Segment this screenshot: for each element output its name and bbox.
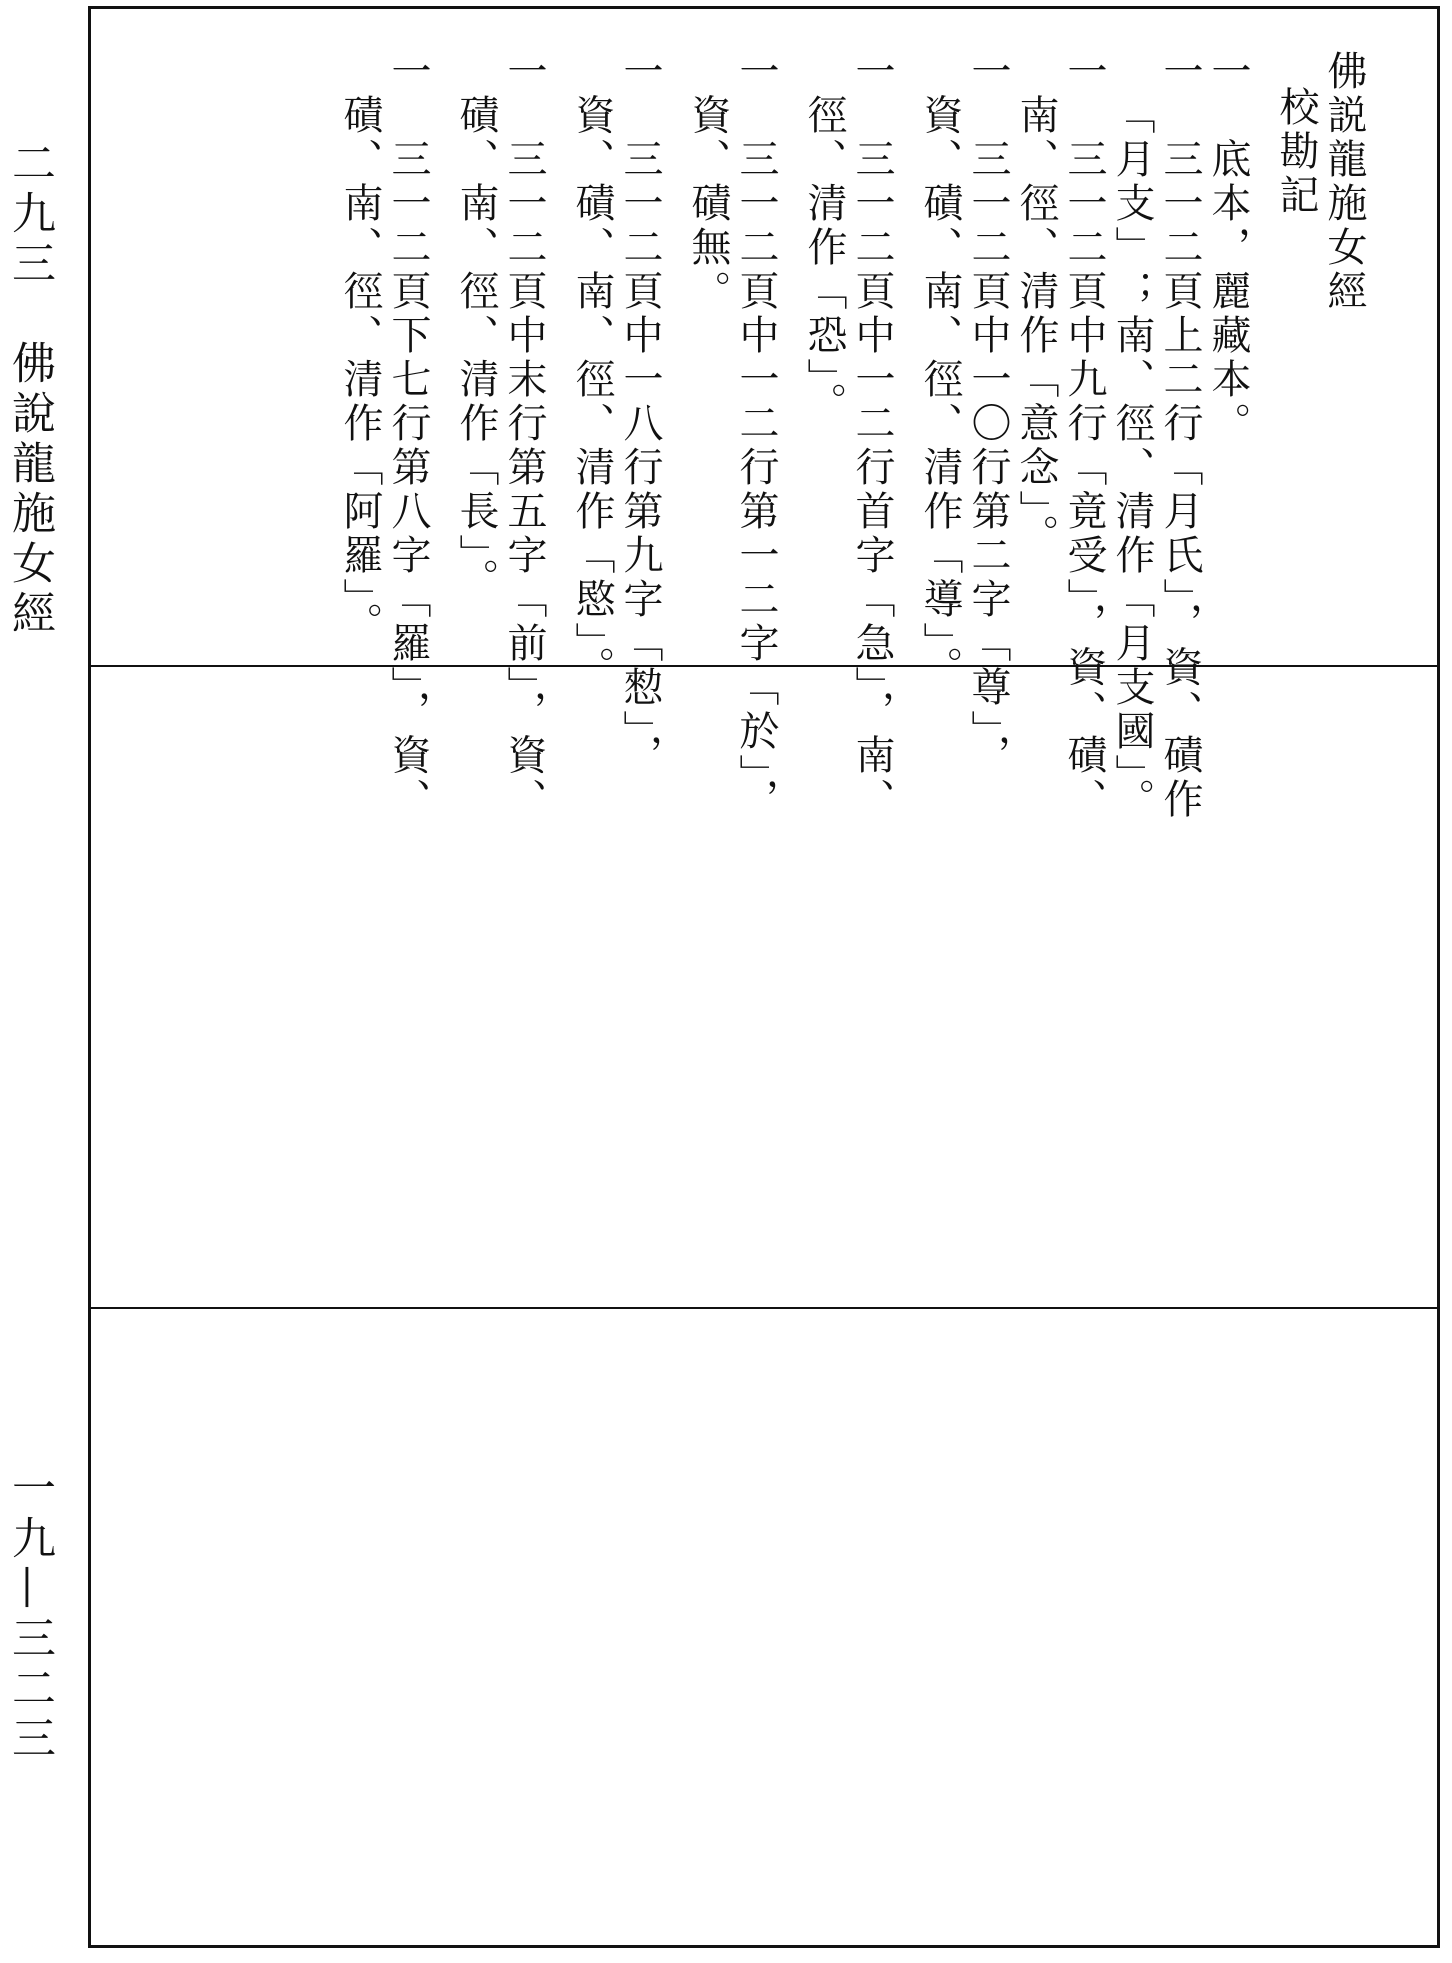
note-line: 一 三一二頁中一〇行第二字「尊」，: [965, 50, 1011, 778]
left-margin-page-number: 一九—三二三: [4, 1465, 55, 1765]
note-line: 徑、清作「恐」。: [801, 94, 847, 426]
collation-notes-heading: 校勘記: [1273, 86, 1319, 218]
note-line: 資、磧、南、徑、清作「愍」。: [569, 94, 615, 690]
note-line: 一 三一二頁下七行第八字「羅」，資、: [385, 50, 431, 822]
note-line: 「月支」；南、徑、清作「月支國」。: [1109, 94, 1155, 822]
note-line: 一 三一二頁中一八行第九字「愸」，: [617, 50, 663, 778]
note-line: 一 底本，麗藏本。: [1205, 50, 1251, 446]
section-divider-2: [88, 1307, 1440, 1309]
sutra-title: 佛説龍施女經: [1321, 50, 1367, 314]
note-line: 一 三一二頁上二行「月氏」，資、磧作: [1157, 50, 1203, 822]
note-line: 一 三一二頁中九行「竟受」，資、磧、: [1061, 50, 1107, 822]
note-line: 一 三一二頁中一二行首字「急」，南、: [849, 50, 895, 822]
note-line: 磧、南、徑、清作「阿羅」。: [337, 94, 383, 646]
left-margin-top-caption: 二九三 佛說龍施女經: [4, 140, 55, 640]
note-line: 一 三一二頁中一二行第一二字「於」，: [733, 50, 779, 822]
note-line: 資、磧、南、徑、清作「導」。: [917, 94, 963, 690]
note-line: 資、磧無。: [685, 94, 731, 314]
note-line: 南、徑、清作「意念」。: [1013, 94, 1059, 558]
note-line: 一 三一二頁中末行第五字「前」，資、: [501, 50, 547, 822]
note-line: 磧、南、徑、清作「長」。: [453, 94, 499, 602]
